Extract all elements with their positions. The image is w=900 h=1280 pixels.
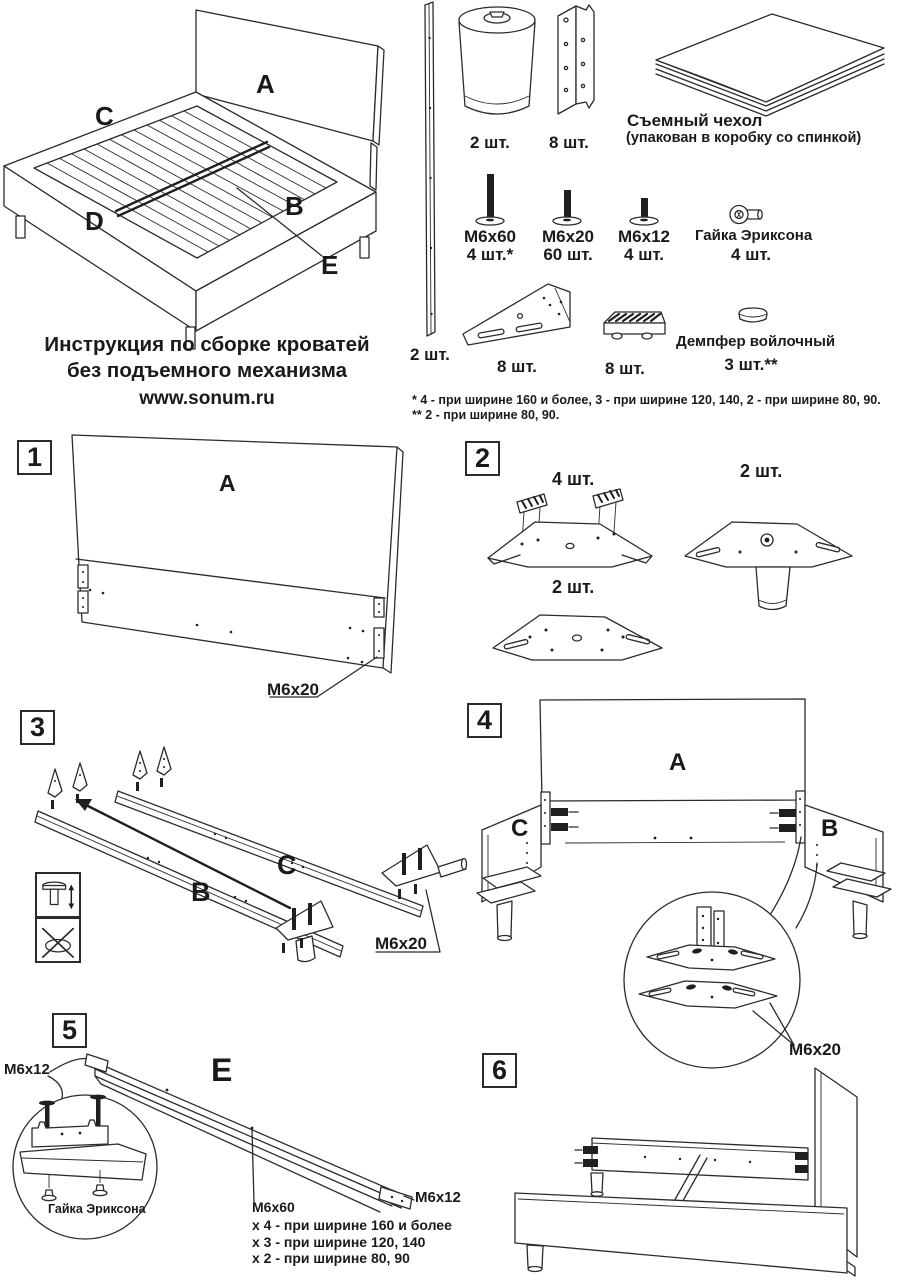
corner-plate-icon [458, 272, 593, 354]
step2-holders-qty: 4 шт. [552, 469, 595, 489]
step6-assembly-drawing [465, 1060, 900, 1280]
corner-bracket-qty: 8 шт. [549, 133, 589, 152]
corner-bracket-icon [546, 2, 606, 122]
step-4-number: 4 [467, 703, 502, 738]
step-3-number: 3 [20, 710, 55, 745]
leg-qty: 2 шт. [470, 133, 510, 152]
cover-title: Съемный чехол [627, 111, 763, 130]
overview-label-e: E [321, 250, 339, 280]
step3-fastener-label: M6x20 [375, 934, 427, 953]
support-strip-icon [420, 2, 442, 342]
m6x20-name: М6х20 [542, 227, 594, 246]
step1-headboard-drawing [60, 432, 412, 710]
step5-nut-label: Гайка Эриксона [48, 1202, 146, 1216]
step2-plates-qty: 2 шт. [552, 577, 595, 597]
felt-damper-qty: 3 шт.** [724, 355, 778, 374]
step5-m6x12-left-label: M6x12 [4, 1061, 50, 1078]
m6x12-qty: 4 шт. [624, 245, 664, 264]
leg-icon [455, 4, 541, 124]
step4-label-c: C [511, 815, 529, 842]
erikson-nut-qty: 4 шт. [731, 245, 771, 264]
corner-plate-qty: 8 шт. [497, 357, 537, 376]
step4-label-a: A [669, 749, 687, 776]
m6x60-name: М6х60 [464, 227, 516, 246]
slat-holder-qty: 8 шт. [605, 359, 645, 378]
step5-label-e: E [211, 1052, 233, 1088]
support-strip-qty: 2 шт. [410, 345, 450, 364]
step-6-number: 6 [482, 1053, 517, 1088]
felt-damper-icon [737, 306, 769, 330]
website-link: www.sonum.ru [139, 388, 275, 409]
footnote-2: ** 2 - при ширине 80, 90. [412, 408, 560, 422]
screw-m6x12-icon [627, 196, 661, 228]
erikson-nut-icon [728, 203, 764, 227]
overview-label-b: B [285, 191, 304, 221]
page-title-line2: без подъемного механизма [66, 358, 347, 382]
m6x60-qty: 4 шт.* [466, 245, 514, 264]
step5-m6x60-width2: x 3 - при ширине 120, 140 [252, 1234, 426, 1250]
step1-fastener-label: M6x20 [267, 680, 319, 699]
page-title [18, 332, 396, 383]
erikson-nut-name: Гайка Эриксона [695, 227, 813, 244]
footnote-1: * 4 - при ширине 160 и более, 3 - при ширине 120, 140, 2 - при ширине 80, 90. [412, 393, 881, 407]
step2-leg-plates-qty: 2 шт. [740, 461, 783, 481]
step3-label-b: B [191, 877, 211, 907]
cover-note: (упакован в коробку со спинкой) [626, 130, 862, 146]
step5-m6x60-width1: x 4 - при ширине 160 и более [252, 1217, 452, 1233]
step3-label-c: C [277, 850, 297, 880]
screw-m6x60-icon [473, 172, 507, 228]
step-1-number: 1 [17, 440, 52, 475]
cover-icon [648, 8, 888, 120]
step-5-number: 5 [52, 1013, 87, 1048]
m6x12-name: М6х12 [618, 227, 670, 246]
overview-label-c: C [95, 101, 114, 131]
step-2-number: 2 [465, 441, 500, 476]
page-title-line1: Инструкция по сборке кроватей [44, 333, 370, 356]
step1-label-a: A [219, 470, 236, 496]
step2-plates-drawing [460, 460, 900, 675]
overview-label-a: A [256, 69, 275, 99]
screw-m6x20-icon [550, 188, 584, 228]
step4-fastener-label: M6x20 [789, 1040, 841, 1059]
m6x20-qty: 60 шт. [543, 245, 593, 264]
step5-m6x60-title: M6x60 [252, 1199, 295, 1215]
felt-damper-name: Демпфер войлочный [676, 333, 836, 350]
bed-overview-drawing [0, 0, 412, 312]
slat-holder-icon [600, 306, 670, 346]
step5-m6x60-width3: x 2 - при ширине 80, 90 [252, 1250, 410, 1266]
overview-label-d: D [85, 206, 104, 236]
step5-m6x12-right-label: M6x12 [415, 1189, 461, 1206]
step4-label-b: B [821, 815, 839, 842]
